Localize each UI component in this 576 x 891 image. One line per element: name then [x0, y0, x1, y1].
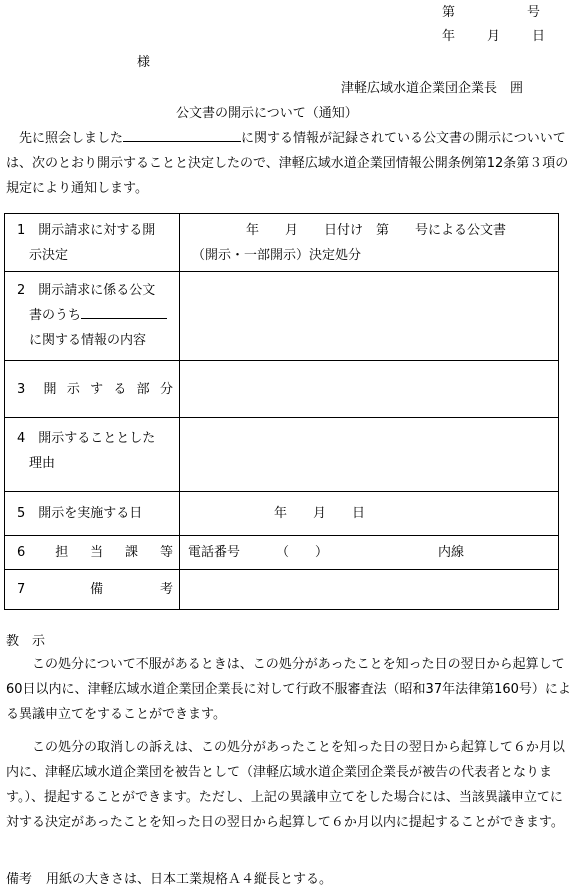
disclosure-table: [4, 213, 559, 610]
row6-ext-label: 内線: [438, 545, 465, 560]
row7-num: 7: [17, 582, 26, 597]
footer-label: 備考: [6, 872, 33, 887]
row6-char: 当: [90, 545, 104, 560]
row1-value-line2: （開示・一部開示）決定処分: [192, 248, 362, 263]
row3-value-cell: [180, 361, 559, 418]
row6-label: [5, 540, 179, 565]
row6-paren: （ ）: [276, 545, 329, 560]
table-row: [5, 492, 559, 536]
issuer-title: 津軽広域水道企業団企業長: [341, 81, 511, 96]
row6-num: 6: [17, 545, 26, 560]
row7-label: [5, 577, 179, 602]
intro-text-1: 先に照会しました: [19, 131, 124, 146]
row4-label-cell: [5, 418, 180, 492]
table-row: [5, 570, 559, 610]
row3-num: 3: [17, 381, 26, 397]
document-title: 公文書の開示について（通知）: [176, 106, 358, 121]
table-row: [5, 361, 559, 418]
row4-label-line1: 4 開示することとした: [17, 431, 156, 446]
row5-label-cell: [5, 492, 180, 536]
row3-char: 部: [136, 381, 150, 397]
row2-value-cell: [180, 272, 559, 361]
instruction-paragraph-1: この処分について不服があるときは、この処分があったことを知った日の翌日から起算して60日以内に、津軽広域水道企業団企業長に対して行政不服審査法（昭和37年法律第160号）による異議申立てをすることができます。: [6, 657, 571, 722]
table-row: [5, 214, 559, 272]
row3-char: す: [90, 381, 104, 397]
table-row: [5, 536, 559, 570]
intro-text-2: に関する情報が記録されている公文書の開示についいては、次のとおり開示することと決定したので、津軽広域水道企業団情報公開条例第12条第３項の規定により通知します。: [6, 131, 569, 196]
row1-label-cell: [5, 214, 180, 272]
row1-label-line1: 1 開示請求に対する開: [17, 223, 156, 238]
row3-char: 示: [66, 381, 80, 397]
row3-label-cell: [5, 361, 180, 418]
row1-label-line2: 示決定: [29, 248, 69, 263]
issuer-name: [341, 81, 523, 97]
row3-char: 開: [43, 381, 57, 397]
row7-char: 備: [90, 582, 104, 597]
row1-value-cell: [180, 214, 559, 272]
row7-char: 考: [159, 582, 173, 597]
row6-value-cell: [180, 536, 559, 570]
row6-phone-label: 電話番号: [188, 545, 241, 560]
intro-paragraph: [6, 126, 572, 201]
row4-label-line2: 理由: [29, 456, 56, 471]
row5-label: 5 開示を実施する日: [17, 506, 143, 521]
row5-value-cell: [180, 492, 559, 536]
date-year: 年: [442, 29, 456, 44]
row2-label-text: 書のうち: [29, 308, 82, 323]
row2-label-line1: 2 開示請求に係る公文: [17, 283, 156, 298]
number-dai: 第: [442, 5, 456, 20]
row7-value-cell: [180, 570, 559, 610]
table-row: [5, 272, 559, 361]
footer-text: 用紙の大きさは、日本工業規格Ａ４縦長とする。: [46, 872, 333, 887]
row4-value-cell: [180, 418, 559, 492]
row3-char: 分: [159, 381, 173, 397]
row2-label-line2: [5, 303, 179, 328]
row6-char: 課: [125, 545, 139, 560]
row5-value: 年 月 日: [274, 506, 366, 521]
addressee-sama: 様: [137, 55, 151, 70]
issuer-seal: 囲: [510, 81, 524, 96]
row3-char: る: [113, 381, 127, 397]
row1-value-line1: 年 月 日付け 第 号による公文書: [246, 223, 507, 238]
date-month: 月: [487, 29, 501, 44]
row6-value: [180, 540, 558, 565]
number-go: 号: [527, 5, 541, 20]
date-day: 日: [532, 29, 546, 44]
row6-char: 等: [159, 545, 173, 560]
instruction-heading: 教 示: [6, 634, 46, 649]
row6-label-cell: [5, 536, 180, 570]
row2-blank-line: [81, 304, 167, 319]
row3-label: [5, 377, 179, 402]
instruction-paragraph-2: この処分の取消しの訴えは、この処分があったことを知った日の翌日から起算して６か月以内に、津軽広域水道企業団を被告として（津軽広域水道企業団企業長が被告の代表者となります。）、提起することができます。ただし、上記の異議申立てをした場合には、当該異議申立てに対する決定があったことを知った日の翌日から起算して６か月以内に提起することができます。: [6, 740, 565, 830]
footer-note: [6, 872, 332, 888]
row2-label-line3: に関する情報の内容: [29, 333, 147, 348]
table-row: [5, 418, 559, 492]
row7-label-cell: [5, 570, 180, 610]
intro-blank-line: [123, 127, 241, 142]
row6-char: 担: [55, 545, 69, 560]
row2-label-cell: [5, 272, 180, 361]
